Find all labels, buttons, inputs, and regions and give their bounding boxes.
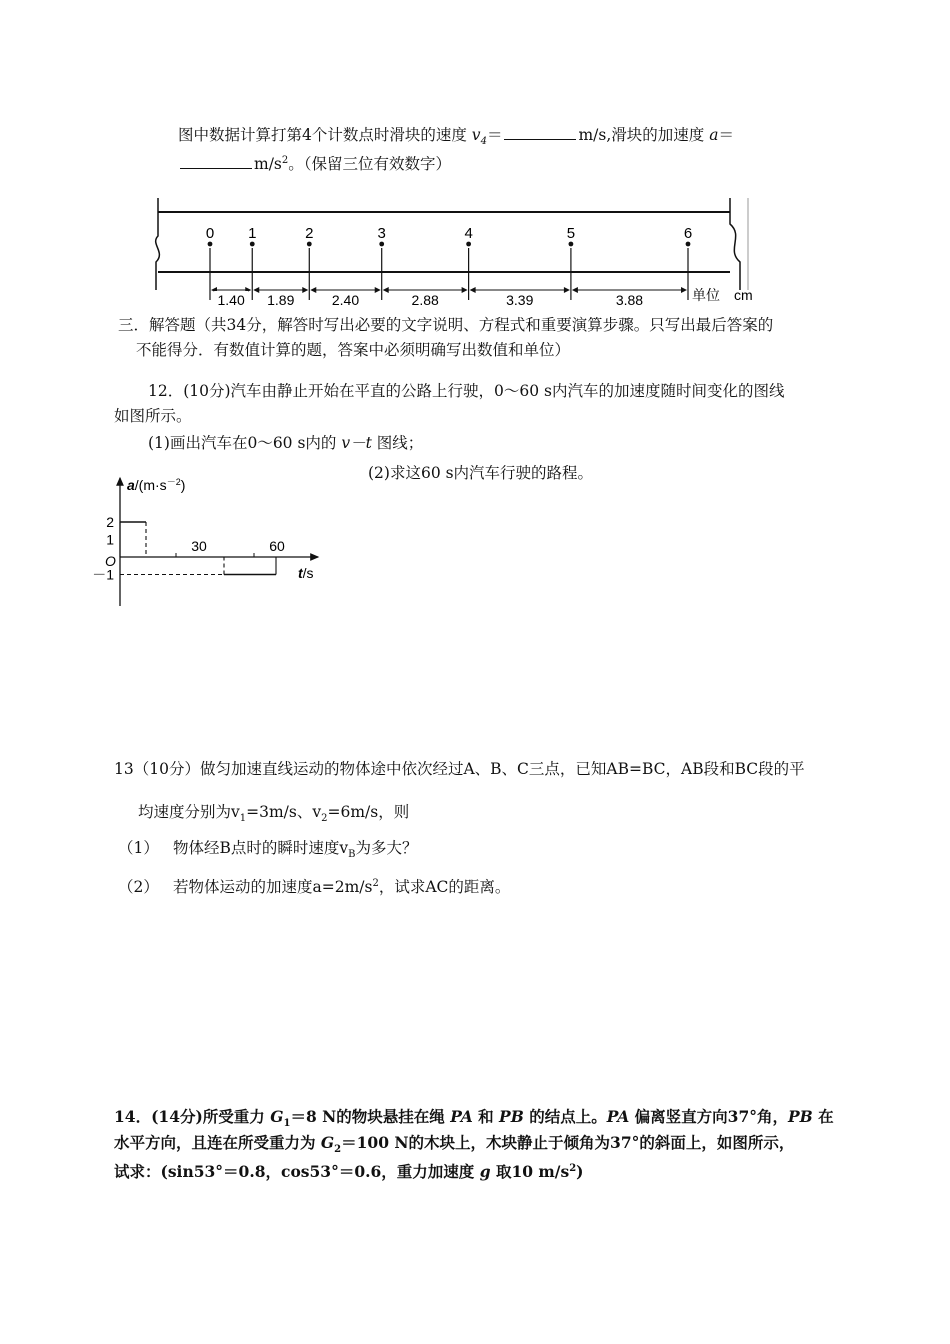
segment-length-label: 1.89 bbox=[267, 292, 295, 308]
arrow-right bbox=[681, 287, 687, 293]
tape-point-label: 3 bbox=[377, 225, 386, 242]
q12-line2: 如图所示。 bbox=[114, 407, 192, 425]
q14-line3: 试求：(sin53°＝0.8，cos53°＝0.6，重力加速度 g 取10 $m/s^2$) bbox=[114, 1162, 584, 1182]
tape-point-label: 1 bbox=[248, 225, 257, 242]
arrow-left bbox=[310, 287, 316, 293]
segment-length-label: 3.39 bbox=[506, 292, 534, 308]
tape-point-label: 0 bbox=[205, 225, 215, 242]
arrow-left bbox=[383, 287, 389, 293]
arrow-right bbox=[564, 287, 570, 293]
segment-length-label: 2.40 bbox=[331, 292, 360, 308]
q12-sub1: (1)画出汽车在0～60 s内的 v－t 图线； bbox=[148, 434, 424, 452]
unit-label: 单位 bbox=[692, 287, 720, 303]
q11-line2: $m/s^2$。（保留三位有效数字） bbox=[178, 150, 451, 175]
arrow-right bbox=[462, 287, 468, 293]
tape-dot bbox=[208, 242, 213, 247]
arrow-left bbox=[572, 287, 578, 293]
q13-line1: 13（10分）做匀加速直线运动的物体途中依次经过A、B、C三点，已知AB=BC，AB段和BC段的平 bbox=[114, 760, 805, 778]
q11-line1: 图中数据计算打第4个计数点时滑块的速度 $v_4= m/s$,滑块的加速度 a＝ bbox=[178, 126, 734, 148]
q13-part1: （1） 物体经B点时的瞬时速度$v_B$为多大？ bbox=[118, 839, 418, 861]
tape-dot bbox=[686, 242, 691, 247]
arrow-right bbox=[375, 287, 381, 293]
segment-length-label: 2.88 bbox=[411, 292, 439, 308]
q13-line2: 均速度分别为$v_1=3m/s$、$v_2=6m/s$，则 bbox=[138, 803, 410, 825]
tape-dot bbox=[307, 242, 312, 247]
arrow-left bbox=[253, 287, 259, 293]
section3-line1: 三．解答题（共34分，解答时写出必要的文字说明、方程式和重要演算步骤。只写出最后答案的 bbox=[118, 316, 774, 334]
origin-label: O bbox=[105, 553, 116, 569]
tape-dot bbox=[466, 242, 471, 247]
x-axis-label: t/s bbox=[298, 565, 314, 581]
segment-length-label: 3.88 bbox=[615, 292, 644, 308]
arrow-right bbox=[302, 287, 308, 293]
q13-part2: （2） 若物体运动的加速度$a=2m/s^2$，试求AC的距离。 bbox=[118, 878, 511, 897]
y-tick-label: －1 bbox=[92, 566, 114, 583]
q14-line1: 14．(14分)所受重力 $G_1=8$ N的物块悬挂在绳 PA 和 PB 的结点上。PA 偏离竖直方向37°角，PB 在 bbox=[114, 1107, 834, 1130]
tape-right-edge bbox=[730, 198, 740, 290]
tape-point-label: 5 bbox=[566, 225, 576, 242]
tape-dot bbox=[250, 242, 255, 247]
section3-line2: 不能得分．有数值计算的题，答案中必须明确写出数值和单位） bbox=[136, 341, 571, 359]
unit-value: cm bbox=[734, 287, 753, 303]
q14-line2: 水平方向，且连在所受重力为 $G_2=100$ N的木块上，木块静止于倾角为37°的斜面上，如图所示， bbox=[114, 1133, 795, 1156]
y-axis-label: $a/(m\cdot s^{-2})$ bbox=[127, 477, 186, 493]
q12-sub2: (2)求这60 s内汽车行驶的路程。 bbox=[368, 464, 594, 482]
tape-dot bbox=[379, 242, 384, 247]
tape-point-label: 6 bbox=[683, 225, 693, 242]
y-tick-label: 1 bbox=[106, 531, 114, 548]
tape-point-label: 2 bbox=[305, 225, 314, 242]
acceleration-time-chart bbox=[90, 470, 350, 620]
x-tick-label: 30 bbox=[191, 538, 207, 554]
arrow-left bbox=[470, 287, 476, 293]
tape-point-label: 4 bbox=[464, 225, 473, 242]
x-tick-label: 60 bbox=[269, 538, 285, 554]
segment-length-label: 1.40 bbox=[217, 292, 245, 308]
y-tick-label: 2 bbox=[106, 514, 114, 530]
q12-line1: 12．(10分)汽车由静止开始在平直的公路上行驶，0～60 s内汽车的加速度随时间变化的图线 bbox=[148, 382, 785, 400]
paper-tape-figure bbox=[0, 0, 950, 320]
tape-dot bbox=[569, 242, 574, 247]
